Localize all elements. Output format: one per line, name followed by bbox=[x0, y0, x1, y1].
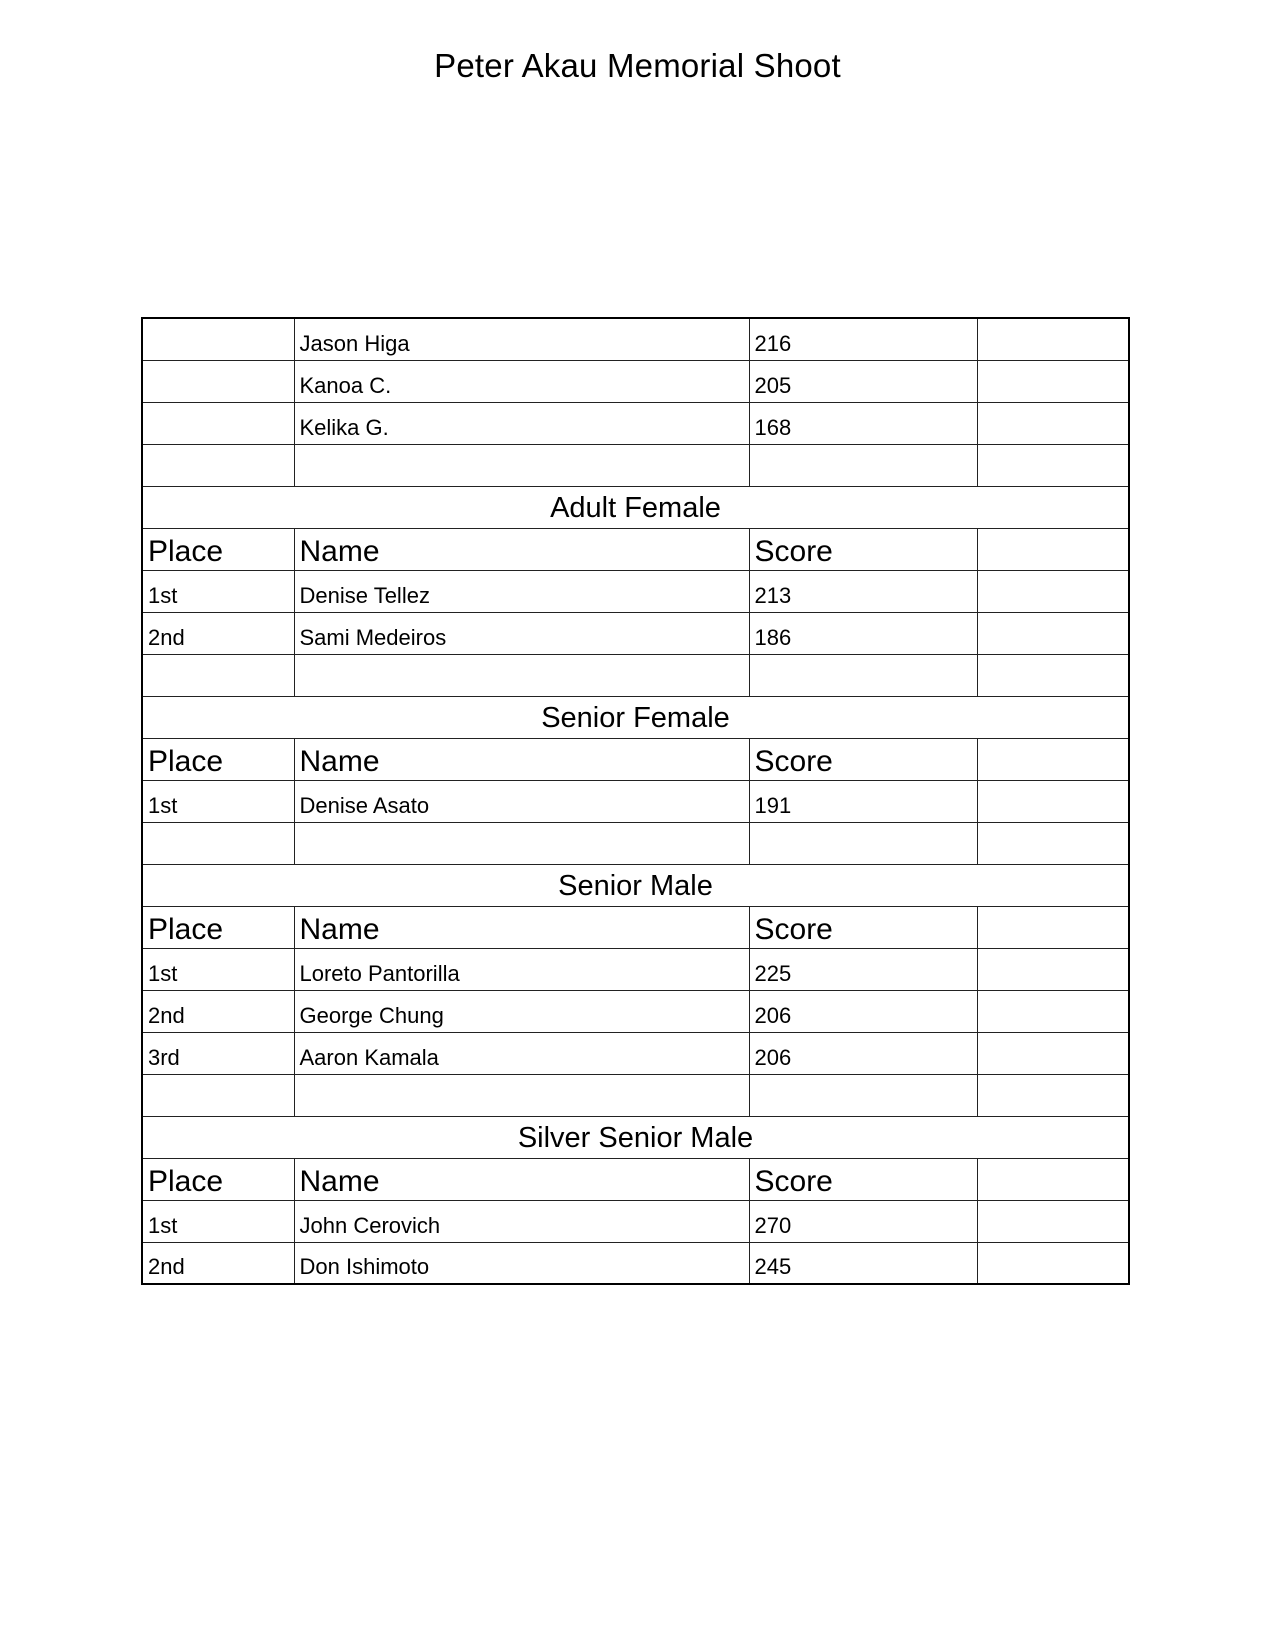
name-cell: Jason Higa bbox=[294, 318, 749, 360]
section-title-row bbox=[142, 1116, 1129, 1158]
name-cell: Don Ishimoto bbox=[294, 1242, 749, 1284]
score-cell: 225 bbox=[749, 948, 977, 990]
header-row bbox=[142, 906, 1129, 948]
place-cell: 1st bbox=[142, 948, 294, 990]
table-row bbox=[142, 948, 1129, 990]
empty-cell bbox=[977, 360, 1129, 402]
header-row bbox=[142, 528, 1129, 570]
score-cell: 191 bbox=[749, 780, 977, 822]
name-header: Name bbox=[294, 528, 749, 570]
table-row bbox=[142, 402, 1129, 444]
place-header: Place bbox=[142, 738, 294, 780]
score-header: Score bbox=[749, 738, 977, 780]
place-cell: 2nd bbox=[142, 990, 294, 1032]
spacer-row bbox=[142, 654, 1129, 696]
header-row bbox=[142, 1158, 1129, 1200]
empty-cell bbox=[977, 318, 1129, 360]
empty-cell bbox=[977, 738, 1129, 780]
name-cell: John Cerovich bbox=[294, 1200, 749, 1242]
score-cell: 213 bbox=[749, 570, 977, 612]
name-cell: Kanoa C. bbox=[294, 360, 749, 402]
place-cell bbox=[142, 402, 294, 444]
empty-cell bbox=[977, 990, 1129, 1032]
name-cell: Denise Tellez bbox=[294, 570, 749, 612]
place-cell: 1st bbox=[142, 570, 294, 612]
header-row bbox=[142, 738, 1129, 780]
empty-cell bbox=[977, 528, 1129, 570]
section-title: Senior Male bbox=[142, 864, 1129, 906]
score-header: Score bbox=[749, 906, 977, 948]
spacer-row bbox=[142, 1074, 1129, 1116]
score-cell: 206 bbox=[749, 990, 977, 1032]
place-cell bbox=[142, 318, 294, 360]
empty-cell bbox=[977, 402, 1129, 444]
table-row bbox=[142, 360, 1129, 402]
name-cell: Loreto Pantorilla bbox=[294, 948, 749, 990]
place-cell: 1st bbox=[142, 780, 294, 822]
section-title: Silver Senior Male bbox=[142, 1116, 1129, 1158]
name-cell: Aaron Kamala bbox=[294, 1032, 749, 1074]
score-cell: 205 bbox=[749, 360, 977, 402]
name-header: Name bbox=[294, 738, 749, 780]
name-header: Name bbox=[294, 906, 749, 948]
place-cell: 2nd bbox=[142, 612, 294, 654]
table-row bbox=[142, 1242, 1129, 1284]
place-cell: 1st bbox=[142, 1200, 294, 1242]
empty-cell bbox=[977, 1032, 1129, 1074]
section-title-row bbox=[142, 864, 1129, 906]
score-cell: 216 bbox=[749, 318, 977, 360]
table-row bbox=[142, 1032, 1129, 1074]
place-cell bbox=[142, 360, 294, 402]
empty-cell bbox=[977, 1158, 1129, 1200]
score-cell: 168 bbox=[749, 402, 977, 444]
table-row bbox=[142, 318, 1129, 360]
name-cell: Kelika G. bbox=[294, 402, 749, 444]
score-header: Score bbox=[749, 528, 977, 570]
score-cell: 270 bbox=[749, 1200, 977, 1242]
table-row bbox=[142, 612, 1129, 654]
place-header: Place bbox=[142, 528, 294, 570]
place-cell: 3rd bbox=[142, 1032, 294, 1074]
table-row bbox=[142, 990, 1129, 1032]
place-header: Place bbox=[142, 906, 294, 948]
section-title: Adult Female bbox=[142, 486, 1129, 528]
score-cell: 206 bbox=[749, 1032, 977, 1074]
section-title: Senior Female bbox=[142, 696, 1129, 738]
section-title-row bbox=[142, 696, 1129, 738]
place-header: Place bbox=[142, 1158, 294, 1200]
empty-cell bbox=[977, 1200, 1129, 1242]
score-header: Score bbox=[749, 1158, 977, 1200]
section-title-row bbox=[142, 486, 1129, 528]
spacer-row bbox=[142, 444, 1129, 486]
results-table bbox=[141, 317, 1130, 1285]
table-row bbox=[142, 570, 1129, 612]
name-header: Name bbox=[294, 1158, 749, 1200]
empty-cell bbox=[977, 612, 1129, 654]
table-row bbox=[142, 780, 1129, 822]
name-cell: Sami Medeiros bbox=[294, 612, 749, 654]
page-title: Peter Akau Memorial Shoot bbox=[434, 47, 841, 84]
name-cell: George Chung bbox=[294, 990, 749, 1032]
empty-cell bbox=[977, 780, 1129, 822]
table-row bbox=[142, 1200, 1129, 1242]
empty-cell bbox=[977, 1242, 1129, 1284]
score-cell: 186 bbox=[749, 612, 977, 654]
spacer-row bbox=[142, 822, 1129, 864]
empty-cell bbox=[977, 948, 1129, 990]
score-cell: 245 bbox=[749, 1242, 977, 1284]
place-cell: 2nd bbox=[142, 1242, 294, 1284]
empty-cell bbox=[977, 570, 1129, 612]
empty-cell bbox=[977, 906, 1129, 948]
name-cell: Denise Asato bbox=[294, 780, 749, 822]
